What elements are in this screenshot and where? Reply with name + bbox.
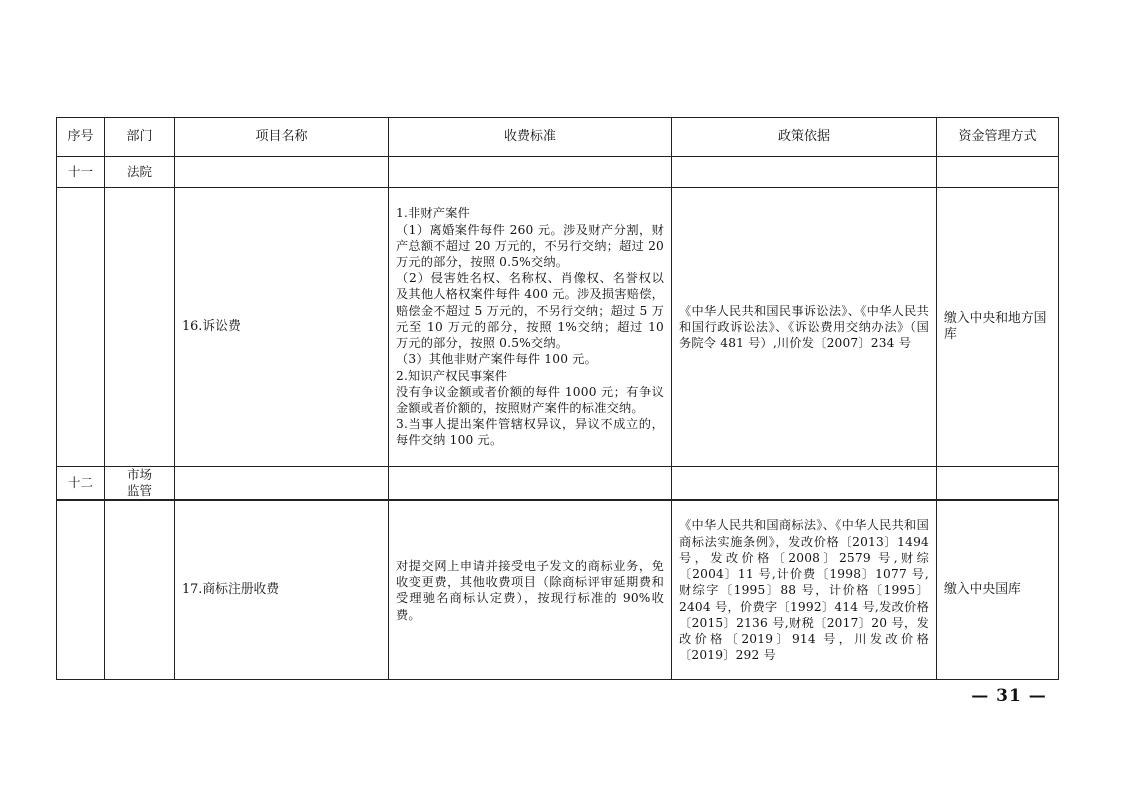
empty-cell [389, 157, 672, 188]
fee-standard-line: （1）离婚案件每件 260 元。涉及财产分割，财产总额不超过 20 万元的，不另行交纳；超过 20 万元的部分，按照 0.5%交纳。 [396, 222, 664, 270]
policy-basis: 《中华人民共和国商标法》、《中华人民共和国商标法实施条例》，发改价格〔2013〕1494 号，发改价格〔2008〕2579 号,财综〔2004〕11 号,计价费〔1998〕1077 号,财综字〔1995〕88 号，计价格〔1995〕2404 号，价费字〔1992〕414 号,发改价格〔2015〕2136 号,财税〔2017〕20 号，发改价格〔2019〕914 号，川发改价格〔2019〕292 号 [672, 500, 937, 680]
header-basis: 政策依据 [672, 118, 937, 157]
header-item: 项目名称 [175, 118, 389, 157]
header-management: 资金管理方式 [937, 118, 1059, 157]
empty-cell [672, 157, 937, 188]
fund-management: 缴入中央和地方国库 [937, 188, 1059, 467]
table-row-litigation-fee [57, 188, 1059, 467]
fee-standard: 对提交网上申请并接受电子发文的商标业务，免收变更费，其他收费项目（除商标评审延期费和受理驰名商标认定费），按现行标准的 90%收费。 [389, 500, 672, 680]
empty-cell [105, 500, 175, 680]
empty-cell [937, 467, 1059, 501]
header-standard: 收费标准 [389, 118, 672, 157]
item-name: 17.商标注册收费 [175, 500, 389, 680]
fee-standard-line: （3）其他非财产案件每件 100 元。 [396, 352, 598, 367]
fee-standard [389, 188, 672, 467]
section-seq: 十二 [57, 467, 105, 501]
empty-cell [672, 467, 937, 501]
section-dept: 法院 [105, 157, 175, 188]
section-dept-line: 监管 [126, 483, 152, 499]
empty-cell [57, 188, 105, 467]
header-seq: 序号 [57, 118, 105, 157]
fee-standard-line: 1.非财产案件 [396, 206, 470, 221]
page-number: — 31 — [971, 686, 1047, 706]
section-dept-line: 市场 [126, 467, 152, 482]
empty-cell [937, 157, 1059, 188]
header-dept: 部门 [105, 118, 175, 157]
fee-standard-line: 2.知识产权民事案件 [396, 368, 508, 383]
empty-cell [105, 188, 175, 467]
fee-table [56, 117, 1059, 680]
fund-management: 缴入中央国库 [937, 500, 1059, 680]
item-name: 16.诉讼费 [175, 188, 389, 467]
section-dept [105, 467, 175, 501]
empty-cell [389, 467, 672, 501]
empty-cell [57, 500, 105, 680]
empty-cell [175, 157, 389, 188]
section-row-market-regulation [57, 467, 1059, 501]
empty-cell [175, 467, 389, 501]
table-header-row [57, 118, 1059, 157]
fee-standard-line: 3.当事人提出案件管辖权异议，异议不成立的，每件交纳 100 元。 [396, 417, 664, 448]
fee-standard-line: 没有争议金额或者价额的每件 1000 元；有争议金额或者价额的，按照财产案件的标准交纳。 [396, 384, 664, 415]
section-seq: 十一 [57, 157, 105, 188]
section-row-court [57, 157, 1059, 188]
policy-basis: 《中华人民共和国民事诉讼法》、《中华人民共和国行政诉讼法》、《诉讼费用交纳办法》（国务院令 481 号）,川价发〔2007〕234 号 [672, 188, 937, 467]
table-row-trademark-fee [57, 500, 1059, 680]
fee-standard-line: （2）侵害姓名权、名称权、肖像权、名誉权以及其他人格权案件每件 400 元。涉及损害赔偿，赔偿金不超过 5 万元的，不另行交纳；超过 5 万元至 10 万元的部分，按照 1%交纳；超过 10 万元的部分，按照 0.5%交纳。 [396, 271, 664, 351]
